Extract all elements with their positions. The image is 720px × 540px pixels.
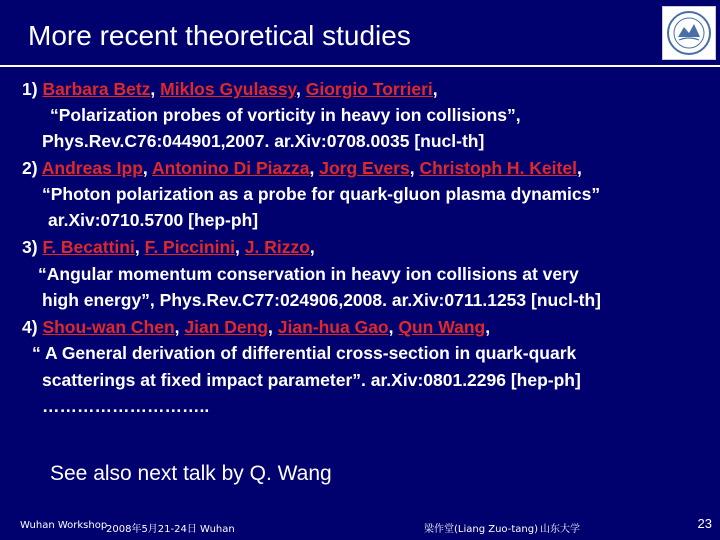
author-link[interactable]: Barbara Betz — [42, 79, 151, 99]
author-link[interactable]: Qun Wang — [398, 317, 486, 337]
author-link[interactable]: Jian Deng — [184, 317, 269, 337]
ref-3-authors-line: 3) F. Becattini, F. Piccinini, J. Rizzo, — [22, 237, 315, 257]
title-divider — [0, 65, 720, 67]
see-also-note: See also next talk by Q. Wang — [50, 462, 332, 485]
ref-2-authors-line: 2) Andreas Ipp, Antonino Di Piazza, Jorg Evers, Christoph H. Keitel, — [22, 158, 582, 178]
author-link[interactable]: Andreas Ipp — [41, 158, 143, 178]
footer-university: 山东大学 — [540, 524, 580, 535]
footer-workshop: Wuhan Workshop — [20, 520, 108, 531]
slide-title: More recent theoretical studies — [28, 20, 411, 51]
author-link[interactable]: Christoph H. Keitel — [419, 158, 577, 178]
ref-number: 1) — [22, 79, 38, 99]
footer-date: 2008年5月21-24日 Wuhan — [106, 524, 235, 535]
author-link[interactable]: Miklos Gyulassy — [160, 79, 296, 99]
ellipsis: ……………………….. — [42, 396, 210, 416]
author-link[interactable]: Jorg Evers — [319, 158, 410, 178]
author-link[interactable]: Shou-wan Chen — [42, 317, 175, 337]
author-link[interactable]: F. Piccinini — [144, 237, 236, 257]
author-link[interactable]: Giorgio Torrieri — [305, 79, 433, 99]
ref-2-journal: ar.Xiv:0710.5700 [hep-ph] — [48, 210, 259, 230]
ref-2-title: “Photon polarization as a probe for quark-gluon plasma dynamics” — [42, 184, 601, 204]
university-seal-icon — [662, 6, 716, 60]
page-number: 23 — [697, 516, 712, 531]
author-link[interactable]: F. Becattini — [42, 237, 135, 257]
ref-4-authors-line: 4) Shou-wan Chen, Jian Deng, Jian-hua Gao, Qun Wang, — [22, 317, 491, 337]
ref-3-title: “Angular momentum conservation in heavy ion collisions at very — [38, 264, 579, 284]
ref-1-journal: Phys.Rev.C76:044901,2007. ar.Xiv:0708.0035 [nucl-th] — [42, 131, 485, 151]
ref-1-authors-line: 1) Barbara Betz, Miklos Gyulassy, Giorgio Torrieri, — [22, 79, 438, 99]
footer-author: 梁作堂(Liang Zuo-tang) — [424, 524, 538, 535]
ref-4-journal: scatterings at fixed impact parameter”. ar.Xiv:0801.2296 [hep-ph] — [42, 370, 581, 390]
ref-number: 3) — [22, 237, 38, 257]
author-link[interactable]: Jian-hua Gao — [277, 317, 389, 337]
ref-3-journal: high energy”, Phys.Rev.C77:024906,2008. ar.Xiv:0711.1253 [nucl-th] — [42, 290, 601, 310]
author-link[interactable]: J. Rizzo — [244, 237, 310, 257]
ref-number: 4) — [22, 317, 38, 337]
ref-1-title: “Polarization probes of vorticity in heavy ion collisions”, — [50, 105, 521, 125]
ref-4-title: “ A General derivation of differential cross-section in quark-quark — [32, 343, 577, 363]
author-link[interactable]: Antonino Di Piazza — [152, 158, 310, 178]
ref-number: 2) — [22, 158, 38, 178]
